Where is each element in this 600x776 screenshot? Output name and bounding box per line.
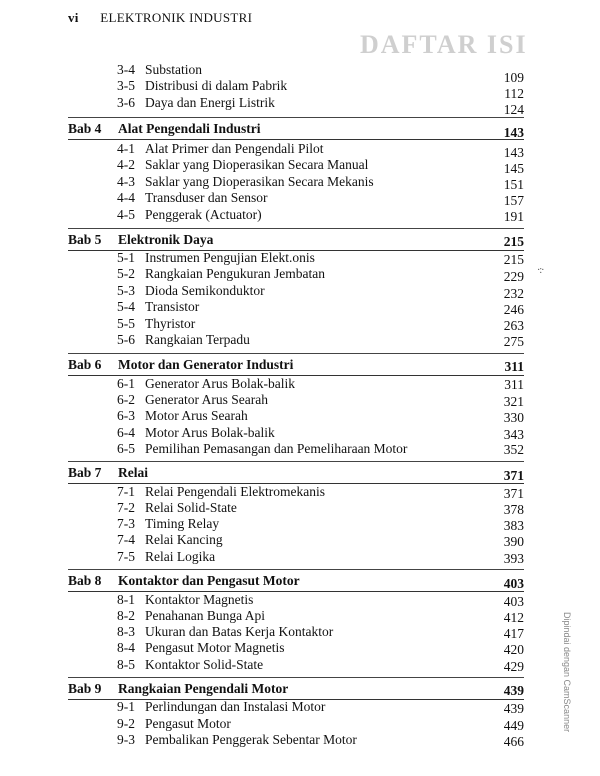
section-number: 5-1 [117, 250, 135, 265]
chapter-title: Rangkaian Pengendali Motor [118, 681, 289, 696]
show-through-title: DAFTAR ISI [360, 30, 528, 59]
section-number: 5-3 [117, 283, 135, 298]
section-title: Kontaktor Magnetis [145, 592, 254, 607]
section-title: Instrumen Pengujian Elekt.onis [145, 250, 315, 265]
section-separator [68, 228, 524, 229]
section-title: Transistor [145, 299, 200, 314]
section-number: 5-5 [117, 316, 135, 331]
chapter-title: Elektronik Daya [118, 232, 214, 247]
scanner-watermark: Dipindai dengan CamScanner [562, 612, 572, 733]
chapter-number: Bab 9 [68, 681, 102, 696]
page-ref: 439 [503, 701, 524, 716]
page-ref: 321 [503, 394, 524, 409]
section-number: 8-1 [117, 592, 135, 607]
page-ref: 412 [503, 610, 524, 625]
page-ref: 263 [503, 318, 524, 333]
section-title: Pembalikan Penggerak Sebentar Motor [145, 732, 357, 747]
chapter-number: Bab 8 [68, 573, 102, 588]
section-title: Rangkaian Pengukuran Jembatan [145, 266, 325, 281]
section-title: Perlindungan dan Instalasi Motor [145, 699, 326, 714]
page-ref: 371 [503, 486, 524, 501]
section-title: Kontaktor Solid-State [145, 657, 264, 672]
page-ref: 417 [503, 626, 524, 641]
page-ref: 449 [503, 718, 524, 733]
section-title: Pemilihan Pemasangan dan Pemeliharaan Motor [145, 441, 408, 456]
page-ref: 343 [503, 427, 524, 442]
section-title: Timing Relay [145, 516, 220, 531]
chapter-title: Motor dan Generator Industri [118, 357, 294, 372]
section-number: 7-2 [117, 500, 135, 515]
section-number: 5-4 [117, 299, 135, 314]
toc-item-row [0, 299, 600, 317]
section-title: Alat Primer dan Pengendali Pilot [145, 141, 324, 156]
page-ref: 393 [503, 551, 524, 566]
section-title: Daya dan Energi Listrik [145, 95, 275, 110]
toc-item-row [0, 699, 600, 717]
toc-item-row [0, 657, 600, 675]
scan-smudge: ·:· [537, 265, 544, 276]
toc-chapter-row [0, 357, 600, 375]
section-number: 7-1 [117, 484, 135, 499]
chapter-title: Kontaktor dan Pengasut Motor [118, 573, 300, 588]
section-separator [68, 677, 524, 678]
chapter-number: Bab 4 [68, 121, 102, 136]
section-number: 3-4 [117, 62, 135, 77]
section-number: 6-1 [117, 376, 135, 391]
section-number: 8-2 [117, 608, 135, 623]
section-number: 5-6 [117, 332, 135, 347]
section-title: Relai Solid-State [145, 500, 237, 515]
toc-item-row [0, 157, 600, 175]
toc-item-row [0, 532, 600, 550]
toc-chapter-row [0, 465, 600, 483]
section-title: Penggerak (Actuator) [145, 207, 262, 222]
section-number: 7-4 [117, 532, 135, 547]
section-number: 6-2 [117, 392, 135, 407]
toc-chapter-row [0, 232, 600, 250]
section-number: 4-1 [117, 141, 135, 156]
page-ref: 215 [503, 234, 524, 249]
section-number: 8-3 [117, 624, 135, 639]
page-ref: 352 [503, 442, 524, 457]
section-number: 3-5 [117, 78, 135, 93]
section-title: Dioda Semikonduktor [145, 283, 265, 298]
section-number: 6-4 [117, 425, 135, 440]
page-ref: 311 [504, 377, 524, 392]
toc-item-row [0, 95, 600, 117]
section-number: 9-2 [117, 716, 135, 731]
section-title: Relai Kancing [145, 532, 223, 547]
page-ref: 420 [503, 642, 524, 657]
running-header [68, 10, 252, 26]
section-title: Relai Logika [145, 549, 216, 564]
toc-chapter-row [0, 573, 600, 591]
section-number: 7-3 [117, 516, 135, 531]
page-ref: 191 [503, 209, 524, 224]
page-ref: 383 [503, 518, 524, 533]
chapter-title: Alat Pengendali Industri [118, 121, 261, 136]
section-number: 8-4 [117, 640, 135, 655]
section-number: 7-5 [117, 549, 135, 564]
page-ref: 229 [503, 269, 524, 284]
page-ref: 112 [504, 86, 524, 101]
section-number: 4-4 [117, 190, 135, 205]
page-ref: 232 [503, 286, 524, 301]
page-ref: 143 [503, 145, 524, 160]
section-title: Motor Arus Searah [145, 408, 248, 423]
page-number: vi [68, 10, 79, 25]
toc-item-row [0, 732, 600, 750]
toc-item-row [0, 441, 600, 459]
page-ref: 275 [503, 334, 524, 349]
page-ref: 151 [503, 177, 524, 192]
section-number: 5-2 [117, 266, 135, 281]
section-separator [68, 461, 524, 462]
toc-item-row [0, 408, 600, 426]
section-title: Generator Arus Searah [145, 392, 268, 407]
toc-item-row [0, 332, 600, 350]
running-title: ELEKTRONIK INDUSTRI [100, 10, 253, 25]
section-number: 6-5 [117, 441, 135, 456]
page-ref: 124 [503, 102, 524, 117]
page-ref: 429 [503, 659, 524, 674]
toc-chapter-row [0, 681, 600, 699]
section-title: Substation [145, 62, 203, 77]
page-ref: 466 [503, 734, 524, 749]
chapter-number: Bab 7 [68, 465, 102, 480]
section-separator [68, 117, 524, 118]
toc-item-row [0, 640, 600, 658]
toc-item-row [0, 78, 600, 101]
page-ref: 246 [503, 302, 524, 317]
section-title: Pengasut Motor [145, 716, 231, 731]
page-ref: 371 [503, 468, 524, 483]
page-ref: 215 [503, 252, 524, 267]
chapter-number: Bab 6 [68, 357, 102, 372]
toc-item-row [0, 549, 600, 567]
page-ref: 145 [503, 161, 524, 176]
page-ref: 403 [503, 594, 524, 609]
section-title: Transduser dan Sensor [145, 190, 268, 205]
page-ref: 143 [503, 125, 524, 140]
section-number: 8-5 [117, 657, 135, 672]
section-title: Relai Pengendali Elektromekanis [145, 484, 325, 499]
section-title: Generator Arus Bolak-balik [145, 376, 295, 391]
section-number: 4-2 [117, 157, 135, 172]
toc-item-row [0, 266, 600, 284]
section-separator [68, 569, 524, 570]
section-title: Motor Arus Bolak-balik [145, 425, 275, 440]
section-number: 6-3 [117, 408, 135, 423]
section-separator [68, 353, 524, 354]
page-ref: 157 [503, 193, 524, 208]
section-title: Saklar yang Dioperasikan Secara Mekanis [145, 174, 374, 189]
section-title: Saklar yang Dioperasikan Secara Manual [145, 157, 369, 172]
section-title: Rangkaian Terpadu [145, 332, 250, 347]
page-ref: 439 [503, 683, 524, 698]
section-number: 9-3 [117, 732, 135, 747]
section-title: Thyristor [145, 316, 196, 331]
toc-chapter-row [0, 121, 600, 139]
section-number: 4-3 [117, 174, 135, 189]
section-number: 4-5 [117, 207, 135, 222]
page-ref: 109 [503, 70, 524, 85]
section-title: Pengasut Motor Magnetis [145, 640, 285, 655]
chapter-title: Relai [118, 465, 148, 480]
section-title: Penahanan Bunga Api [145, 608, 265, 623]
toc-item-row [0, 207, 600, 225]
section-title: Distribusi di dalam Pabrik [145, 78, 288, 93]
page-ref: 378 [503, 502, 524, 517]
section-title: Ukuran dan Batas Kerja Kontaktor [145, 624, 334, 639]
section-number: 3-6 [117, 95, 135, 110]
page-ref: 390 [503, 534, 524, 549]
toc-item-row [0, 190, 600, 208]
chapter-number: Bab 5 [68, 232, 102, 247]
page-ref: 403 [503, 576, 524, 591]
chapter-divider [68, 139, 524, 140]
page-ref: 330 [503, 410, 524, 425]
page-ref: 311 [504, 359, 524, 374]
section-number: 9-1 [117, 699, 135, 714]
